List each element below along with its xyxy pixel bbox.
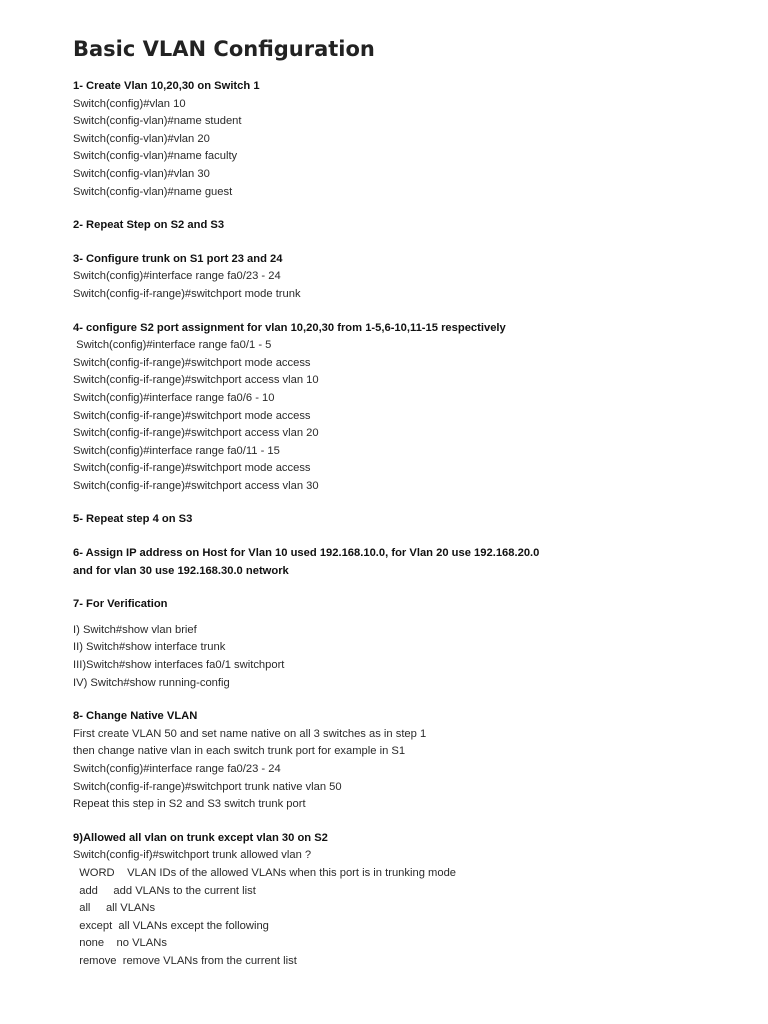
body-line: except all VLANs except the following [73, 919, 269, 932]
body-line: add add VLANs to the current list [73, 884, 256, 897]
body-line: Switch(config-vlan)#name faculty [73, 150, 238, 163]
section-6 [73, 545, 728, 580]
body-line: then change native vlan in each switch trunk port for example in S1 [73, 745, 406, 758]
section-8 [73, 708, 728, 814]
body-line: remove remove VLANs from the current list [73, 954, 297, 967]
section-4 [73, 320, 728, 496]
section-2 [73, 217, 728, 235]
body-line: Switch(config-if)#switchport trunk allowed vlan ? [73, 849, 312, 862]
body-line: Switch(config-if-range)#switchport mode access [73, 356, 311, 369]
section-heading: 8- Change Native VLAN [73, 710, 198, 723]
section-heading: 3- Configure trunk on S1 port 23 and 24 [73, 252, 283, 265]
body-line: Switch(config)#interface range fa0/6 - 10 [73, 391, 275, 404]
body-line: none no VLANs [73, 937, 167, 950]
body-line: Switch(config-if-range)#switchport mode trunk [73, 287, 301, 300]
spacer [73, 614, 728, 622]
section-heading: and for vlan 30 use 192.168.30.0 network [73, 564, 289, 577]
section-heading: 9)Allowed all vlan on trunk except vlan 30 on S2 [73, 831, 328, 844]
body-line: Repeat this step in S2 and S3 switch trunk port [73, 798, 306, 811]
body-line: First create VLAN 50 and set name native on all 3 switches as in step 1 [73, 727, 427, 740]
body-line: all all VLANs [73, 902, 156, 915]
body-line: Switch(config-if-range)#switchport mode access [73, 409, 311, 422]
section-heading: 1- Create Vlan 10,20,30 on Switch 1 [73, 80, 260, 92]
section-heading: 7- For Verification [73, 598, 168, 611]
body-line: Switch(config-vlan)#name guest [73, 185, 233, 198]
body-line: Switch(config)#interface range fa0/23 - 24 [73, 763, 281, 775]
body-line: Switch(config)#interface range fa0/11 - 15 [73, 444, 280, 457]
section-3 [73, 251, 728, 304]
body-line: Switch(config)#vlan 10 [73, 97, 186, 110]
section-1 [73, 78, 728, 201]
body-line: Switch(config-vlan)#vlan 30 [73, 167, 210, 180]
section-heading: 4- configure S2 port assignment for vlan 10,20,30 from 1-5,6-10,11-15 respectively [73, 321, 506, 334]
document-body [73, 78, 728, 971]
body-line: Switch(config-if-range)#switchport trunk native vlan 50 [73, 780, 342, 793]
section-5 [73, 511, 728, 529]
body-line: II) Switch#show interface trunk [73, 641, 226, 654]
section-9 [73, 830, 728, 971]
body-line: Switch(config-if-range)#switchport mode access [73, 462, 311, 475]
body-line: IV) Switch#show running-config [73, 676, 230, 689]
page-title: Basic VLAN Configuration [73, 37, 375, 61]
body-line: Switch(config-if-range)#switchport access vlan 30 [73, 479, 319, 492]
body-line: WORD VLAN IDs of the allowed VLANs when this port is in trunking mode [73, 866, 457, 879]
body-line: Switch(config-vlan)#vlan 20 [73, 132, 210, 145]
body-line: III)Switch#show interfaces fa0/1 switchport [73, 659, 285, 672]
body-line: Switch(config)#interface range fa0/23 - 24 [73, 270, 281, 283]
body-line: Switch(config-if-range)#switchport access vlan 10 [73, 374, 319, 387]
body-line: Switch(config-if-range)#switchport access vlan 20 [73, 427, 319, 440]
section-heading: 6- Assign IP address on Host for Vlan 10 used 192.168.10.0, for Vlan 20 use 192.168.20.0 [73, 547, 540, 560]
body-line: Switch(config-vlan)#name student [73, 115, 242, 128]
section-7 [73, 596, 728, 692]
body-line: Switch(config)#interface range fa0/1 - 5 [73, 339, 272, 352]
section-heading: 5- Repeat step 4 on S3 [73, 513, 193, 526]
body-line: I) Switch#show vlan brief [73, 623, 197, 636]
section-heading: 2- Repeat Step on S2 and S3 [73, 219, 225, 232]
